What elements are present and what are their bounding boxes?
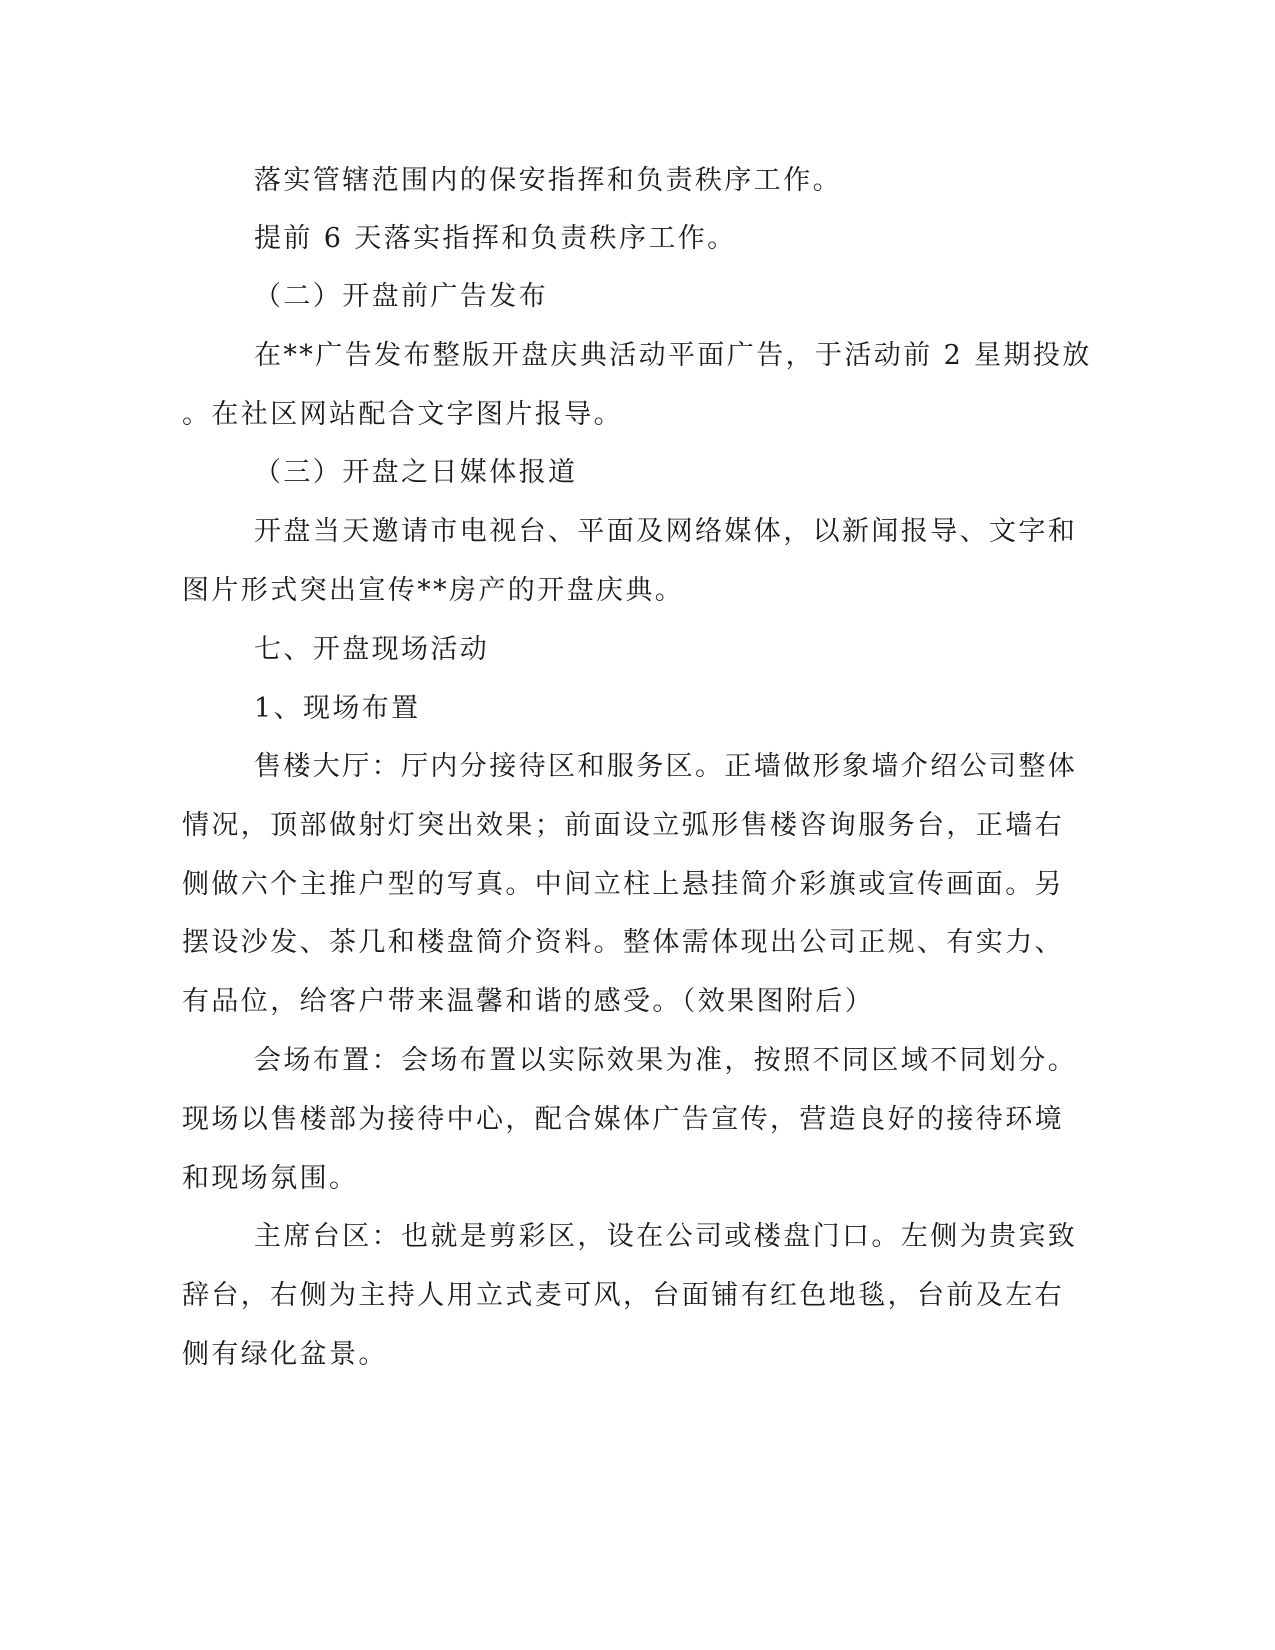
section-heading: （三）开盘之日媒体报道 bbox=[254, 457, 578, 488]
paragraph-line: 落实管辖范围内的保安指挥和负责秩序工作。 bbox=[254, 165, 842, 196]
paragraph-line: 。在社区网站配合文字图片报导。 bbox=[182, 399, 623, 430]
paragraph-line: 情况，顶部做射灯突出效果；前面设立弧形售楼咨询服务台，正墙右 bbox=[182, 810, 1064, 841]
paragraph-line: 侧有绿化盆景。 bbox=[182, 1339, 388, 1370]
paragraph-line: 摆设沙发、茶几和楼盘简介资料。整体需体现出公司正规、有实力、 bbox=[182, 927, 1064, 958]
paragraph-line: 图片形式突出宣传**房产的开盘庆典。 bbox=[182, 575, 685, 606]
paragraph-line: 会场布置：会场布置以实际效果为准，按照不同区域不同划分。 bbox=[254, 1045, 1078, 1076]
paragraph-line: 侧做六个主推户型的写真。中间立柱上悬挂简介彩旗或宣传画面。另 bbox=[182, 869, 1064, 900]
paragraph-line: 辞台，右侧为主持人用立式麦可风，台面铺有红色地毯，台前及左右 bbox=[182, 1280, 1064, 1311]
paragraph-line: 和现场氛围。 bbox=[182, 1163, 359, 1194]
paragraph-line: 现场以售楼部为接待中心，配合媒体广告宣传，营造良好的接待环境 bbox=[182, 1104, 1064, 1135]
paragraph-line: 主席台区：也就是剪彩区，设在公司或楼盘门口。左侧为贵宾致 bbox=[254, 1221, 1078, 1252]
paragraph-line: 有品位，给客户带来温馨和谐的感受。（效果图附后） bbox=[182, 986, 875, 1017]
paragraph-line: 开盘当天邀请市电视台、平面及网络媒体，以新闻报导、文字和 bbox=[254, 516, 1078, 547]
paragraph-line: 售楼大厅：厅内分接待区和服务区。正墙做形象墙介绍公司整体 bbox=[254, 751, 1078, 782]
subsection-heading: 1、现场布置 bbox=[254, 693, 421, 724]
section-heading: （二）开盘前广告发布 bbox=[254, 281, 548, 312]
paragraph-line: 在**广告发布整版开盘庆典活动平面广告，于活动前 2 星期投放 bbox=[254, 340, 1092, 371]
section-heading: 七、开盘现场活动 bbox=[254, 634, 490, 665]
paragraph-line: 提前 6 天落实指挥和负责秩序工作。 bbox=[254, 223, 737, 254]
